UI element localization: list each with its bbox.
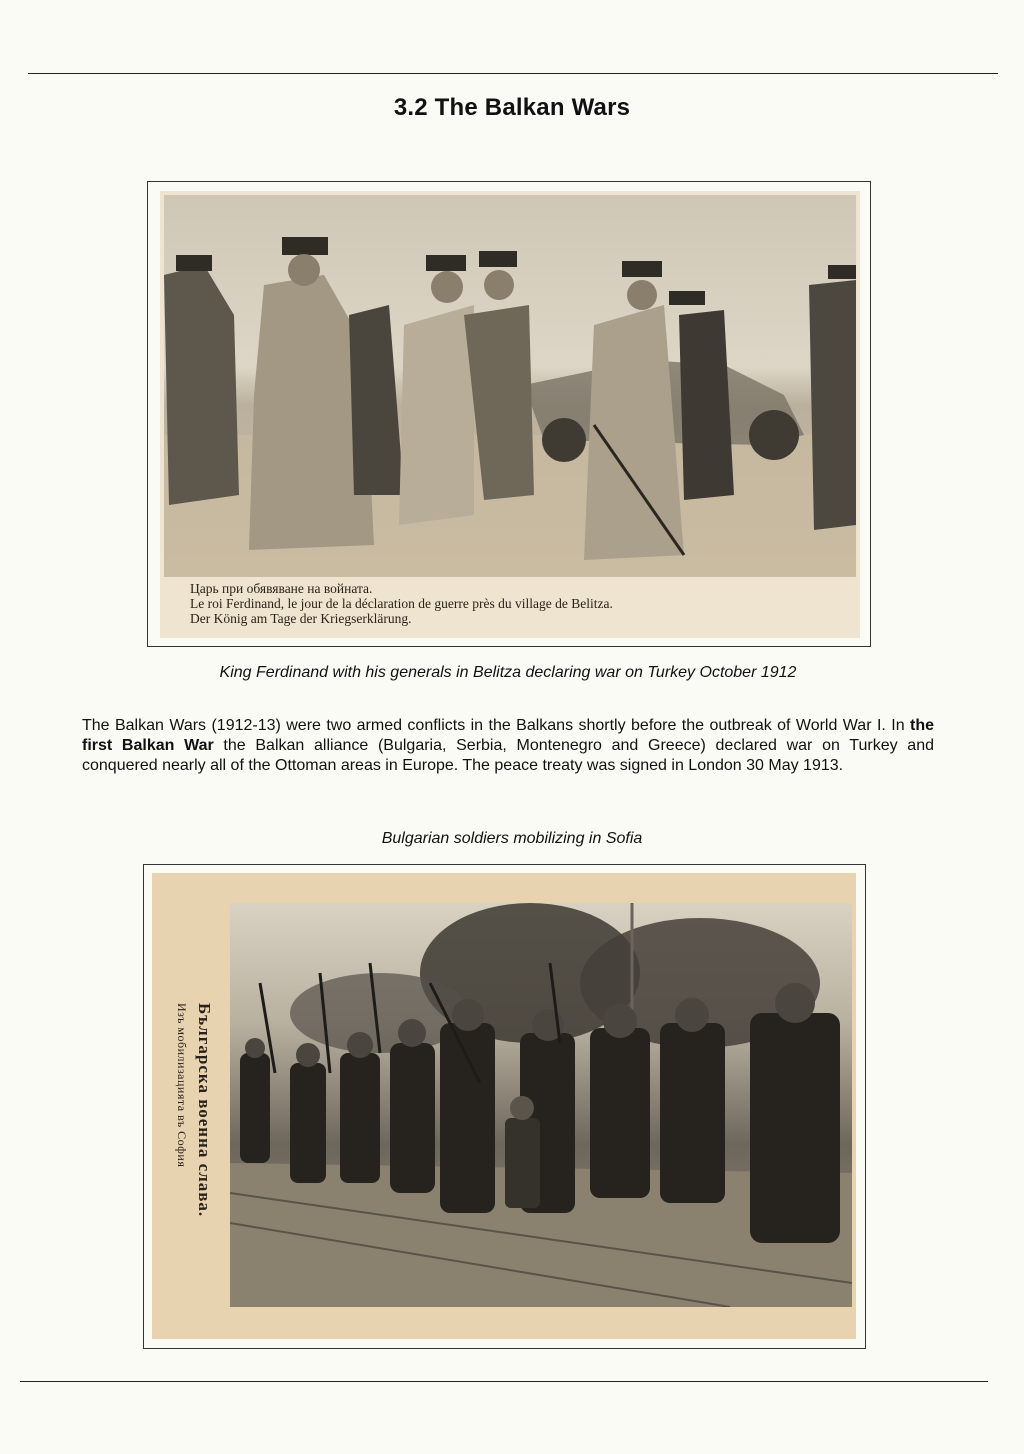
postcard-2 xyxy=(152,873,856,1339)
top-rule xyxy=(28,73,998,74)
postcard-2-description: Bulgarian soldiers mobilizing in Sofia xyxy=(381,830,643,847)
caption-german: Der König am Tage der Kriegserklärung. xyxy=(190,611,412,626)
caption-french: Le roi Ferdinand, le jour de la déclaration de guerre près du village de Belitza. xyxy=(190,596,613,611)
body-paragraph xyxy=(82,716,934,776)
body-text-bold: the first Balkan War xyxy=(82,717,934,754)
postcard-frame-2 xyxy=(143,864,866,1349)
postcard-1 xyxy=(160,191,860,638)
postcard-2-printed-caption xyxy=(172,1003,222,1218)
postcard-2-photo xyxy=(230,903,852,1307)
body-text-part-1: The Balkan Wars (1912-13) were two armed conflicts in the Balkans shortly before the outbreak of World War I. In xyxy=(82,717,910,734)
vertical-subtitle: Изъ мобилизацията въ София xyxy=(175,1003,189,1168)
vertical-title: Българска военна слава. xyxy=(195,1003,214,1218)
postcard-1-printed-caption xyxy=(190,581,850,626)
postcard-1-description: King Ferdinand with his generals in Belitza declaring war on Turkey October 1912 xyxy=(219,664,797,681)
page-title: 3.2 The Balkan Wars xyxy=(393,94,631,121)
caption-bulgarian: Царь при обявяване на войната. xyxy=(190,581,373,596)
postcard-1-photo xyxy=(164,195,856,577)
postcard-frame-1 xyxy=(147,181,871,647)
body-text-part-2: the Balkan alliance (Bulgaria, Serbia, Montenegro and Greece) declared war on Turkey and conquered nearly all of the Ottoman areas in Europe. The peace treaty was signed in London 30 May 1913. xyxy=(82,737,934,774)
bottom-rule xyxy=(20,1381,988,1382)
